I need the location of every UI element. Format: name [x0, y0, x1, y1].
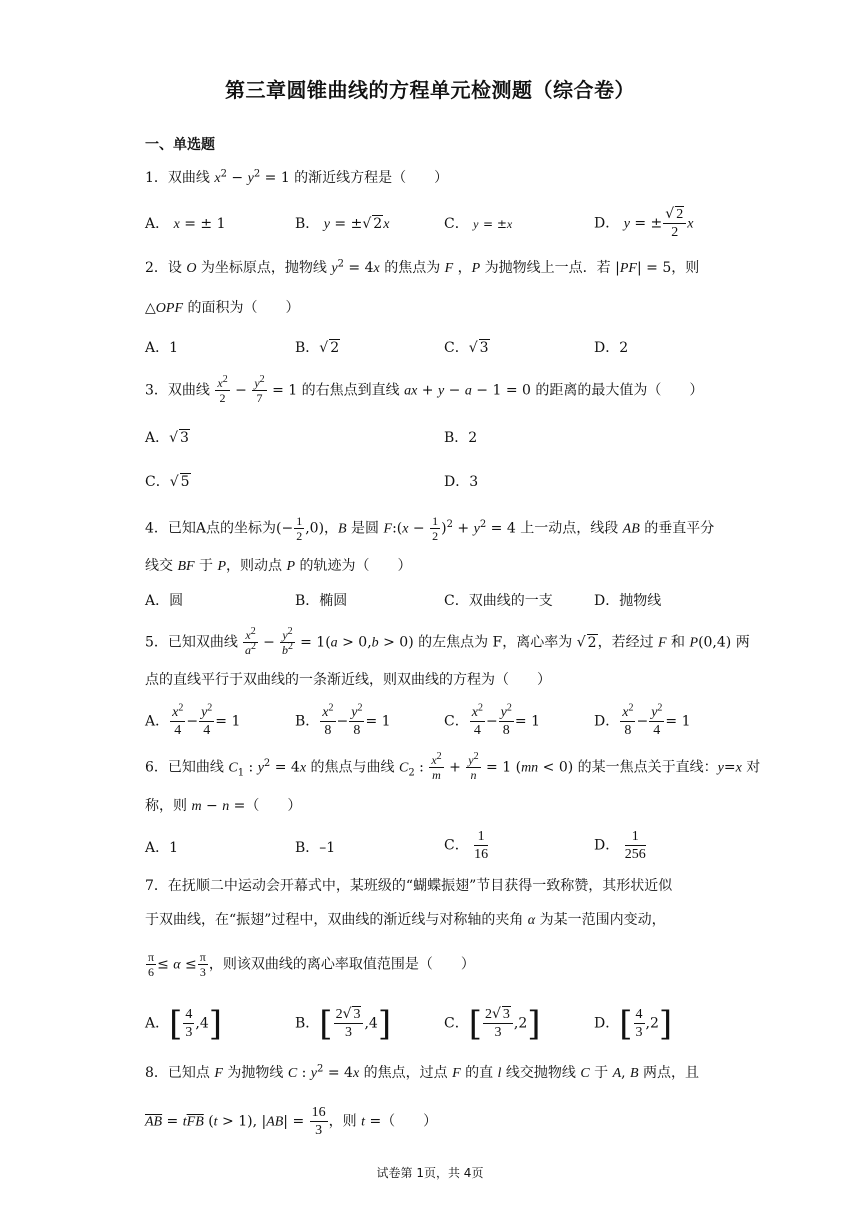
question-7-line-1: 7．在抚顺二中运动会开幕式中，某班级的“蝴蝶振翅”节目获得一致称赞，其形状近似 [145, 878, 673, 894]
question-3: 3．双曲线 $\frac{x^2}{2}$ − $\frac{y^2}{7}$ = 1 的右焦点到直线 ax + y − a − 1 = 0 的距离的最大值为（ ） [145, 374, 704, 405]
question-5-line-2: 点的直线平行于双曲线的一条渐近线，则双曲线的方程为（ ） [145, 672, 551, 688]
q6-option-d: D． $\frac{1}{256}$ [594, 829, 646, 862]
q4-option-c: C．双曲线的一支 [444, 593, 553, 609]
question-2-line-2: △OPF 的面积为（ ） [145, 300, 300, 316]
q2-option-b: B．√ 2 [295, 340, 340, 356]
question-5-line-1: 5．已知双曲线 $\frac{x^2}{a^2}$ − $\frac{y^2}{b^2}$ = 1(a > 0,b > 0) 的左焦点为 F，离心率为 √ 2，若经过 F 和 P(0,4) 两 [145, 626, 750, 657]
q7-option-a: A．[ $\frac{4}{3}$ ,4] [145, 1003, 223, 1044]
q6-option-a: A．1 [145, 840, 179, 856]
q5-option-c: C． $\frac{x^2}{4}$ − $\frac{y^2}{8}$ = 1 [444, 702, 540, 738]
q1-option-d: D． y = ± $\frac{√ 2}{2}$ x [594, 206, 694, 240]
q5-option-d: D． $\frac{x^2}{8}$ − $\frac{y^2}{4}$ = 1 [594, 702, 691, 738]
q1-option-b: B． y = ±√ 2x [295, 216, 390, 232]
q7-option-c: C．[ $\frac{2√ 3}{3}$ ,2] [444, 1003, 541, 1044]
q3-option-b: B．2 [444, 430, 478, 446]
q4-option-b: B．椭圆 [295, 593, 348, 609]
question-8-line-2: $\overline{AB} = t\overline{FB}$ (t > 1), |AB| = $\frac{16}{3}$ ，则 t =（ ） [145, 1105, 438, 1138]
q6-option-c: C． $\frac{1}{16}$ [444, 829, 489, 862]
question-4-line-2: 线交 BF 于 P，则动点 P 的轨迹为（ ） [145, 558, 412, 574]
q1-option-c: C． y = ±x [444, 216, 513, 232]
question-2-line-1: 2．设 O 为坐标原点，抛物线 $y^2 = 4x$ 的焦点为 F ，P 为抛物线上一点．若 |PF| = 5，则 [145, 258, 700, 276]
q5-option-b: B． $\frac{x^2}{8}$ − $\frac{y^2}{8}$ = 1 [295, 702, 391, 738]
question-6-line-1: 6．已知曲线 $C_1$ : $y^2 = 4x$ 的焦点与曲线 $C_2$ : $\frac{x^2}{m}$ + $\frac{y^2}{n}$ = 1 (mn < 0) 的某一焦点关于直线：y=x 对 [145, 751, 761, 782]
question-1: 1．双曲线 $x^2 - y^2 = 1$ 的渐近线方程是（ ） [145, 168, 449, 186]
page-title: 第三章圆锥曲线的方程单元检测题（综合卷） [225, 78, 635, 102]
question-6-line-2: 称，则 m − n =（ ） [145, 798, 302, 814]
q3-option-d: D．3 [444, 474, 479, 490]
q6-option-b: B．–1 [295, 840, 336, 856]
q7-option-b: B．[ $\frac{2√ 3}{3}$ ,4] [295, 1003, 392, 1044]
question-7-line-3: $\frac{\pi}{6}$ ≤ α ≤ $\frac{\pi}{3}$ ，则该双曲线的离心率取值范围是（ ） [148, 950, 475, 979]
q2-option-a: A．1 [145, 340, 179, 356]
q3-option-c: C．√ 5 [145, 474, 190, 490]
q5-option-a: A． $\frac{x^2}{4}$ − $\frac{y^2}{4}$ = 1 [145, 702, 241, 738]
q2-option-d: D．2 [594, 340, 629, 356]
page-footer: 试卷第 1页，共 4页 [376, 1166, 484, 1180]
question-7-line-2: 于双曲线，在“振翅”过程中，双曲线的渐近线与对称轴的夹角 α 为某一范围内变动， [145, 912, 666, 928]
question-4-line-1: 4．已知A点的坐标为(− $\frac{1}{2}$ ,0)，B 是圆 F:(x − $\frac{1}{2}$ )$^2 + y^2 = 4$ 上一动点，线段 AB 的垂直平分 [145, 514, 715, 543]
q1-option-a: A． x = ± 1 [145, 216, 226, 232]
section-heading: 一、单选题 [145, 137, 215, 153]
q4-option-a: A．圆 [145, 593, 184, 609]
q2-option-c: C．√ 3 [444, 340, 489, 356]
q3-option-a: A．√ 3 [145, 430, 189, 446]
question-8-line-1: 8．已知点 F 为抛物线 C : $y^2 = 4x$ 的焦点，过点 F 的直 l 线交抛物线 C 于 A, B 两点，且 [145, 1063, 700, 1081]
q7-option-d: D．[ $\frac{4}{3}$ ,2] [594, 1003, 673, 1044]
q4-option-d: D．抛物线 [594, 593, 662, 609]
